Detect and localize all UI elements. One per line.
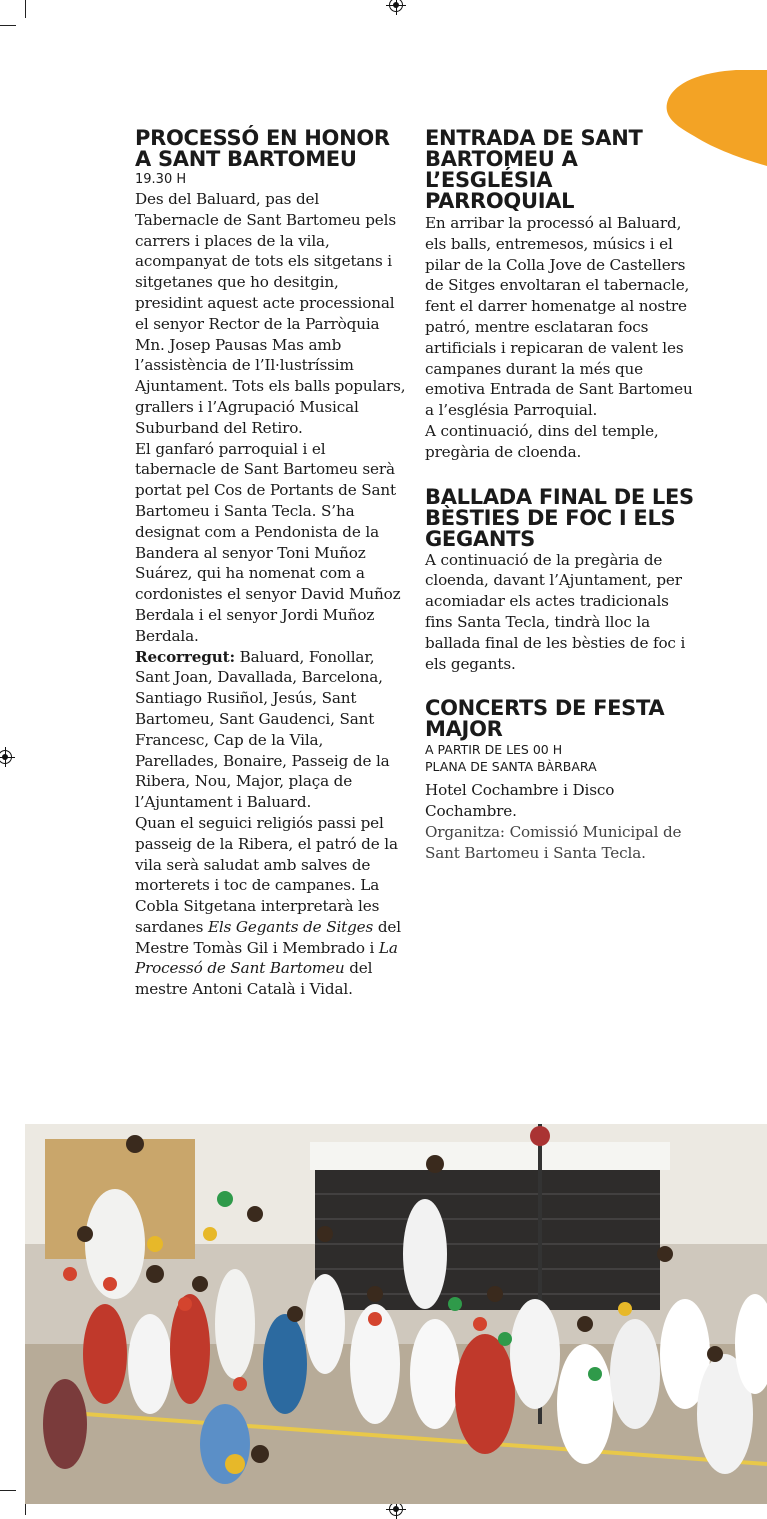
paragraph: A continuació, dins del temple, pregària de cloenda. xyxy=(425,421,659,461)
route-text: Baluard, Fonollar, Sant Joan, Davallada, Barcelona, Santiago Rusiñol, Jesús, Sant Bartomeu, Sant Gaudenci, Sant Francesc, Cap de la Vila, Parellades, Bonaire, Passeig de la Ribera, Nou, Major, plaça de l’Ajuntament i Baluard. xyxy=(135,647,390,812)
route-label: Recorregut: xyxy=(135,647,235,666)
festival-photo xyxy=(25,1124,767,1504)
section-title: BALLADA FINAL DE LES BÈSTIES DE FOC I ELS GEGANTS xyxy=(425,484,694,551)
registration-mark-icon xyxy=(0,750,12,764)
paragraph: A continuació de la pregària de cloenda, davant l’Ajuntament, per acomiadar els actes tradicionals fins Santa Tecla, tindrà lloc la ballada final de les bèsties de foc i els gegants. xyxy=(425,550,686,673)
sardana-title: Els Gegants de Sitges xyxy=(207,917,374,936)
crop-mark xyxy=(0,25,16,26)
section-title: PROCESSÓ EN HONOR A SANT BARTOMEU xyxy=(135,126,390,171)
paragraph: En arribar la processó al Baluard, els balls, entremesos, músics i el pilar de la Colla Jove de Castellers de Sitges envoltaran el tabernacle, fent el darrer homenatge al nostre patró, mentre esclataran focs artificials i repicaran de valent les campanes durant la més que emotiva Entrada de Sant Bartomeu a l’església Parroquial. xyxy=(425,214,693,420)
text-span: del mestre Antoni Català i Vidal. xyxy=(135,959,373,999)
event-place: PLANA DE SANTA BÀRBARA xyxy=(425,759,597,775)
section-title: CONCERTS DE FESTA MAJOR xyxy=(425,696,665,742)
section-title: ENTRADA DE SANT BARTOMEU A L’ESGLÉSIA PARROQUIAL xyxy=(425,126,643,213)
paragraph: Des del Baluard, pas del Tabernacle de Sant Bartomeu pels carrers i places de la vila, acompanyat de tots els sitgetans i sitgetanes que ho desitgin, presidint aquest acte processional el senyor Rector de la Parròquia Mn. Josep Pausas Mas amb l’assistència de l’Il·lustríssim Ajuntament. Tots els balls populars, grallers i l’Agrupació Musical Suburband del Retiro. xyxy=(135,190,406,437)
left-column xyxy=(135,128,407,1000)
event-time: A PARTIR DE LES 00 H xyxy=(425,742,563,758)
event-time: 19.30 H xyxy=(135,172,187,187)
crop-mark xyxy=(0,1490,16,1491)
text-span: del Mestre Tomàs Gil i Membrado i xyxy=(135,917,401,957)
registration-mark-icon xyxy=(389,1502,403,1516)
paragraph: El ganfaró parroquial i el tabernacle de Sant Bartomeu serà portat pel Cos de Portants de Sant Bartomeu i Santa Tecla. S’ha designat com a Pendonista de la Bandera al senyor Toni Muñoz Suárez, qui ha nomenat com a cordonistes el senyor David Muñoz Berdala i el senyor Jordi Muñoz Berdala. xyxy=(135,439,401,645)
route-paragraph xyxy=(135,647,407,813)
right-column xyxy=(425,128,695,864)
sardana-title: La Processó de Sant Bartomeu xyxy=(135,938,398,978)
paragraph: Hotel Cochambre i Disco Cochambre. xyxy=(425,781,615,821)
crop-mark xyxy=(25,0,26,18)
text-span: Quan el seguici religiós passi pel passeig de la Ribera, el patró de la vila serà saludat amb salves de morterets i toc de campanes. La Cobla Sitgetana interpretarà les sardanes xyxy=(135,813,398,936)
paragraph xyxy=(135,813,407,1000)
registration-mark-icon xyxy=(389,0,403,12)
organizer: Organitza: Comissió Municipal de Sant Bartomeu i Santa Tecla. xyxy=(425,822,682,862)
